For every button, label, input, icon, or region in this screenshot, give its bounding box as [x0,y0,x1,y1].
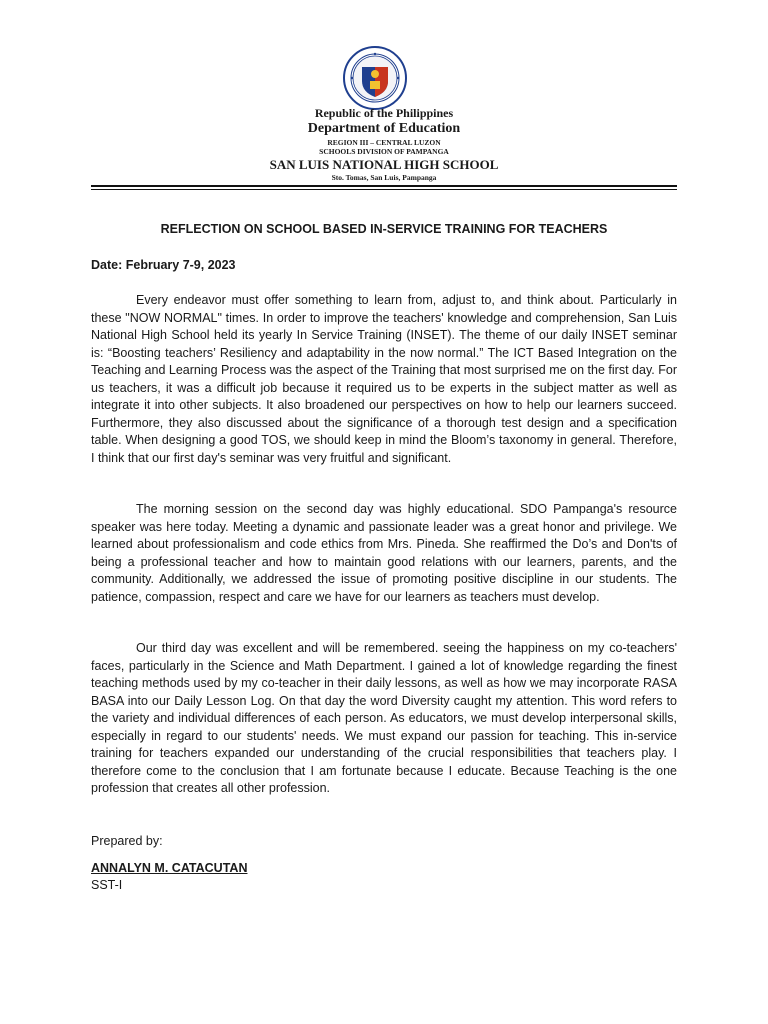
prepared-by-label: Prepared by: [91,834,163,848]
header-department: Department of Education [307,121,461,136]
document-date: Date: February 7-9, 2023 [91,258,236,272]
document-title: REFLECTION ON SCHOOL BASED IN-SERVICE TRAINING FOR TEACHERS [160,222,608,236]
header-division: SCHOOLS DIVISION OF PAMPANGA [319,147,449,156]
header-divider [91,185,677,187]
signer-name: ANNALYN M. CATACUTAN [91,861,248,875]
header-school: SAN LUIS NATIONAL HIGH SCHOOL [269,157,499,172]
header-region: REGION III – CENTRAL LUZON [327,138,441,147]
deped-seal-icon [342,45,408,111]
header-republic: Republic of the Philippines [314,106,454,120]
paragraph-day-three: Our third day was excellent and will be remembered. seeing the happiness on my co-teachers' faces, particularly in the Science and Math Department. I gained a lot of knowledge regarding the finest teaching methods used by my co-teacher in their daily lessons, as well as how we may incorporate RASA BASA into our Daily Lesson Log. On that day the word Diversity caught my attention. This word refers to the variety and individual differences of each person. As educators, we must develop interpersonal skills, especially in regard to our students' needs. We must expand our passion for teaching. This in-service training for teachers expanded our understanding of the crucial responsibilities that teachers play. I therefore come to the conclusion that I am fortunate because I educate. Because Teaching is the one profession that creates all other profession. [91,641,677,795]
signer-position: SST-I [91,878,123,892]
paragraph-day-two: The morning session on the second day was highly educational. SDO Pampanga's resource speaker was here today. Meeting a dynamic and passionate leader was a great honor and privilege. We learned about professionalism and code ethics from Mrs. Pineda. She reaffirmed the Do’s and Don'ts of being a professional teacher and how to maintain good relations with our learners, parents, and the community. Additionally, we addressed the issue of promoting positive discipline in our students. The patience, compassion, respect and care we have for our learners as teachers must develop. [91,502,677,604]
header-divider-thin [91,189,677,190]
paragraph-day-one: Every endeavor must offer something to learn from, adjust to, and think about. Particularly in these "NOW NORMAL" times. In order to improve the teachers' knowledge and comprehension, San Luis National High School held its yearly In Service Training (INSET). The theme of our daily INSET seminar is: “Boosting teachers’ Resiliency and adaptability in the now normal.” The ICT Based Integration on the Teaching and Learning Process was the aspect of the Training that most surprised me on the first day. For us teachers, it was a difficult job because it required us to be experts in the subject matter as well as integrate it into other subjects. It also broadened our perspectives on how to help our learners succeed. Furthermore, they also discussed about the significance of a thorough test design and a specification table. When designing a good TOS, we should keep in mind the Bloom’s taxonomy in general. Therefore, I think that our first day's seminar was very fruitful and significant. [91,293,677,465]
header-address: Sto. Tomas, San Luis, Pampanga [331,173,437,182]
